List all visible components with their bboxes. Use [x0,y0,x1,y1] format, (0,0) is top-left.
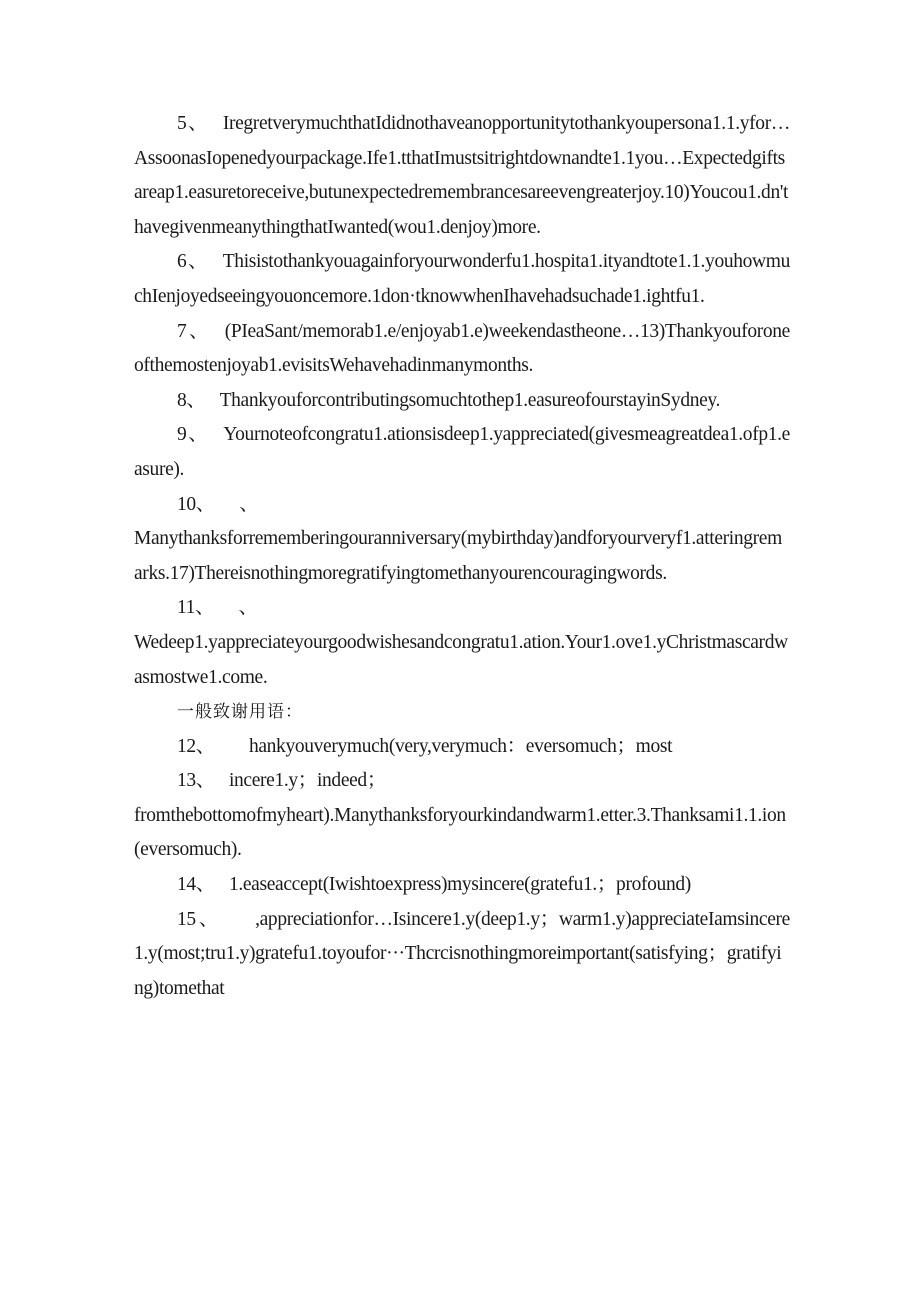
item-text: ,appreciationfor…Isincere1.y(deep1.y；warm1.y)appreciateIamsincere1.y(most;tru1.y)gratefu1.toyoufor···Thcrcisnothingmoreimportant(satisfying；gratifying)tomethat [134,908,790,999]
paragraph-number: 9、 [177,424,210,446]
paragraph-11 [134,591,790,695]
paragraph-text: Thankyouforcontributingsomuchtothep1.easureofourstayinSydney. [219,389,721,411]
paragraph-mark: 、 [238,597,258,619]
paragraph-text: (PIeaSant/memorab1.e/enjoyab1.e)weekendastheone…13)Thankyouforoneofthemostenjoyab1.evisitsWehavehadinmanymonths. [134,320,790,377]
item-number: 15、 [177,908,222,930]
paragraph-5 [134,107,790,245]
paragraph-6 [134,245,790,314]
paragraph-text: Yournoteofcongratu1.ationsisdeep1.yappreciated(givesmeagreatdea1.ofp1.easure). [134,424,790,480]
paragraph-mark: 、 [239,493,259,515]
paragraph-8 [134,384,790,419]
paragraph-number: 11、 [177,597,205,619]
item-12 [134,730,790,765]
paragraph-text: IregretverymuchthatIdidnothaveanopportunitytothankyoupersona1.1.yfor…AssoonasIopenedyourpackage.Ife1.tthatImustsitrightdownandte1.1you…Expectedgiftsareap1.easuretoreceive,butunexpectedremembrancesareevengreaterjoy.10)Youcou1.dn'thavegivenmeanythingthatIwanted(wou1.denjoy)more. [134,113,790,238]
item-15 [134,903,790,1007]
section-heading-text: 一般致谢用语： [177,702,303,723]
paragraph-number: 10、 [177,493,206,515]
document-body [134,107,790,1006]
item-number: 13、 [177,770,215,792]
paragraph-7 [134,315,790,384]
paragraph-text: Thisistothankyouagainforyourwonderfu1.hospita1.ityandtote1.1.youhowmuchIenjoyedseeingyouoncemore.1don·tknowwhenIhavehadsuchade1.ightfu1. [134,251,790,307]
paragraph-number: 7、 [177,320,211,342]
paragraph-number: 6、 [177,251,209,273]
item-number: 14、 [177,874,215,896]
paragraph-text: Wedeep1.yappreciateyourgoodwishesandcongratu1.ation.Your1.ove1.yChristmascardwasmostwe1.come. [134,631,788,688]
item-number: 12、 [177,735,215,757]
item-text: fromthebottomofmyheart).Manythanksforyourkindandwarm1.etter.3.Thanksami1.1.ion(eversomuch). [134,804,786,861]
section-heading [134,695,790,730]
item-13 [134,764,790,868]
item-text: 1.easeaccept(Iwishtoexpress)mysincere(gratefu1.；profound) [228,874,691,896]
paragraph-10 [134,488,790,592]
paragraph-text: Manythanksforrememberingouranniversary(mybirthday)andforyourveryf1.atteringremarks.17)Thereisnothingmoregratifyingtomethanyourencouragingwords. [134,528,782,584]
paragraph-9 [134,418,790,487]
paragraph-number: 8、 [177,389,206,411]
item-lead: incere1.y；indeed； [228,770,386,792]
item-14 [134,868,790,903]
paragraph-number: 5、 [177,113,209,134]
item-text: hankyouverymuch(very,verymuch：eversomuch；most [248,735,673,757]
